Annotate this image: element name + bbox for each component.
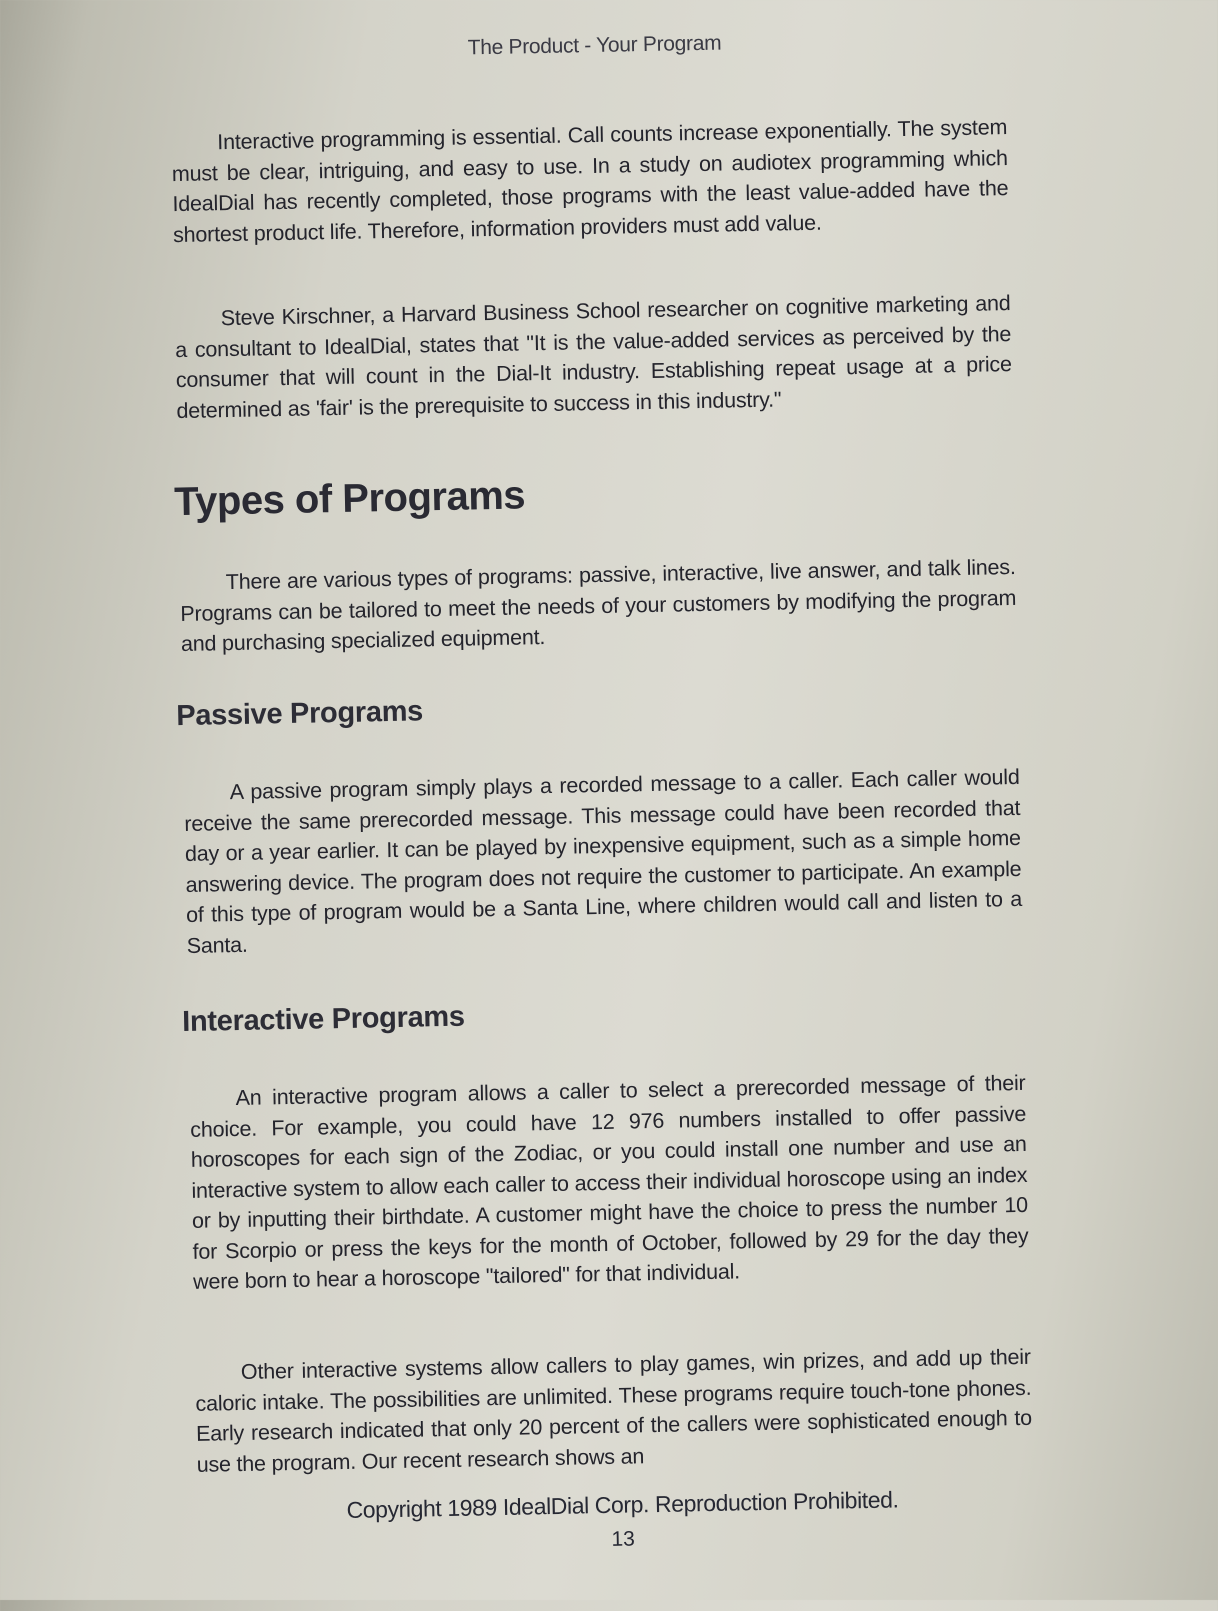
heading-interactive-programs: Interactive Programs: [181, 1000, 465, 1039]
passive-paragraph: A passive program simply plays a recorded message to a caller. Each caller would receive the same prerecorded message. This message could have been recorded that day or a year earlier. It can be played by inexpensive equipment, such as a simple home answering device. The program does not require the customer to participate. An example of this type of program would be a Santa Line, where children would call and listen to a Santa.: [184, 764, 1023, 958]
heading-passive-programs: Passive Programs: [176, 695, 424, 733]
interactive-paragraph-1: An interactive program allows a caller to select a prerecorded message of their choice. For example, you could have 12 976 numbers installed to offer passive horoscopes for each sign of the Zodiac, or you could install one number and use an interactive system to allow each caller to access their individual horoscope using an index or by inputting their birthdate. A customer might have the choice to press the number 10 for Scorpio or press the keys for the month of October, followed by 29 for the day they were born to hear a horoscope "tailored" for that individual.: [190, 1070, 1029, 1294]
types-paragraph: There are various types of programs: passive, interactive, live answer, and talk lines. Programs can be tailored to meet the needs of your customers by modifying the program and purchasing specialized equipment.: [180, 554, 1017, 657]
intro-paragraph-2: Steve Kirschner, a Harvard Business School researcher on cognitive marketing and a consultant to IdealDial, states that "It is the value-added services as perceived by the consumer that will count in the Dial-It industry. Establishing repeat usage at a price determined as 'fair' is the prerequisite to success in this industry.": [175, 291, 1012, 423]
page-number: 13: [611, 1527, 636, 1551]
heading-types-of-programs: Types of Programs: [173, 473, 526, 525]
running-head: [0, 22, 1204, 69]
running-head-text: The Product - Your Program: [467, 31, 722, 60]
intro-paragraph-1: Interactive programming is essential. Call counts increase exponentially. The system must be clear, intriguing, and easy to use. In a study on audiotex programming which IdealDial has recently completed, those programs with the least value-added have the shortest product life. Therefore, information providers must add value.: [171, 115, 1009, 247]
interactive-paragraph-2: Other interactive systems allow callers to play games, win prizes, and add up their caloric intake. The possibilities are unlimited. These programs require touch-tone phones. Early research indicated that only 20 percent of the callers were sophisticated enough to use the program. Our recent research shows an: [195, 1344, 1033, 1477]
copyright-footer: Copyright 1989 IdealDial Corp. Reproduction Prohibited.: [346, 1486, 899, 1523]
